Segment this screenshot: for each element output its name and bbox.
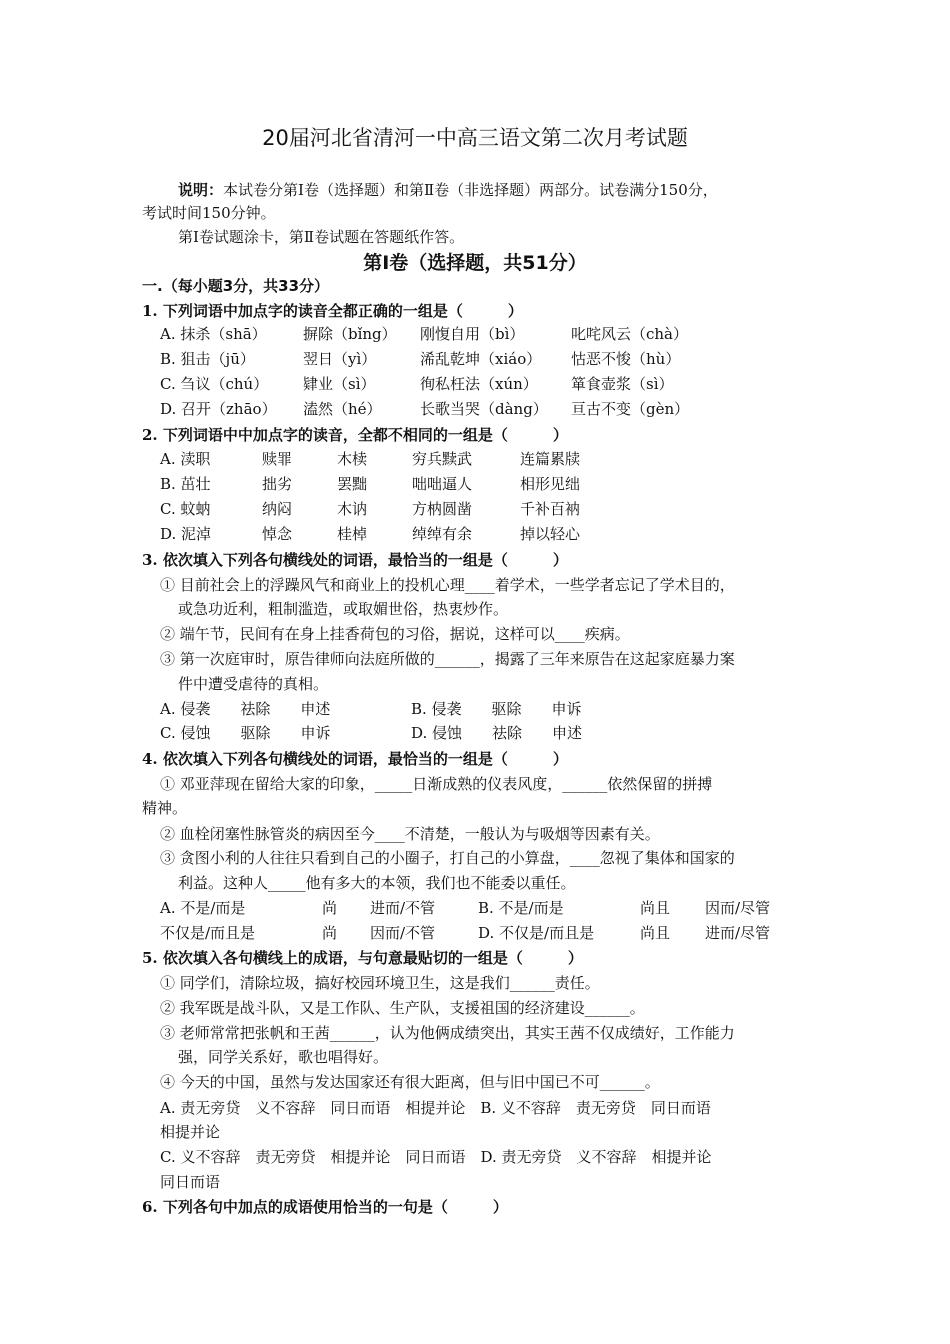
q4-opt-a-2: 尚 — [322, 899, 338, 917]
q4-opt-a-1: A. 不是/而是 — [160, 899, 246, 917]
q3-sentence-1a: ① 目前社会上的浮躁风气和商业上的投机心理____着学术，一些学者忘记了学术目的， — [160, 576, 735, 594]
q2-d-1: D. 泥淖 — [160, 525, 212, 543]
q2-b-3: 罢黜 — [337, 475, 368, 493]
q2-c-4: 方枘圆凿 — [412, 500, 473, 518]
q4-opt-c-2: 尚 — [322, 924, 338, 942]
page-title: 20届河北省清河一中高三语文第二次月考试题 — [262, 126, 688, 150]
q5-options-ab-cont: 相提并论 — [160, 1123, 221, 1141]
q1-stem: 1. 下列词语中加点字的读音全都正确的一组是（ ） — [142, 302, 523, 320]
q1-row-b-4: 怙恶不悛（hù） — [571, 350, 681, 368]
intro-line-3: 第Ⅰ卷试题涂卡，第Ⅱ卷试题在答题纸作答。 — [178, 228, 465, 246]
intro-text-1: 本试卷分第Ⅰ卷（选择题）和第Ⅱ卷（非选择题）两部分。试卷满分150分， — [223, 181, 718, 199]
q4-sentence-1b: 精神。 — [142, 799, 188, 817]
q1-row-b-3: 浠乱乾坤（xiáo） — [420, 350, 542, 368]
q4-opt-d-1: D. 不仅是/而且是 — [478, 924, 595, 942]
q5-options-cd-cont: 同日而语 — [160, 1173, 221, 1191]
q2-c-3: 木讷 — [337, 500, 368, 518]
q4-opt-d-2: 尚且 — [640, 924, 671, 942]
q4-opt-b-2: 尚且 — [640, 899, 671, 917]
q1-row-d-1: D. 召开（zhāo） — [160, 400, 277, 418]
q2-b-5: 相形见绌 — [520, 475, 581, 493]
q6-stem: 6. 下列各句中加点的成语使用恰当的一句是（ ） — [142, 1198, 508, 1216]
q3-option-d: D. 侵蚀 祛除 申述 — [411, 724, 583, 742]
q2-a-3: 木椟 — [337, 450, 368, 468]
q5-options-ab: A. 责无旁贷 义不容辞 同日而语 相提并论 B. 义不容辞 责无旁贷 同日而语 — [160, 1099, 711, 1117]
q1-row-a-4: 叱咤风云（chà） — [571, 325, 689, 343]
q2-d-2: 悼念 — [262, 525, 293, 543]
q1-row-b-2: 翌日（yì） — [303, 350, 377, 368]
q3-sentence-3a: ③ 第一次庭审时，原告律师向法庭所做的______，揭露了三年来原告在这起家庭暴力案 — [160, 650, 735, 668]
q2-a-4: 穷兵黩武 — [412, 450, 473, 468]
q1-row-a-3: 刚愎自用（bì） — [420, 325, 525, 343]
q4-sentence-2: ② 血栓闭塞性脉管炎的病因至今____不清楚，一般认为与吸烟等因素有关。 — [160, 825, 660, 843]
intro-label: 说明： — [178, 181, 224, 199]
q1-row-a-2: 摒除（bǐng） — [303, 325, 397, 343]
q5-sentence-2: ② 我军既是战斗队，又是工作队、生产队，支援祖国的经济建设______。 — [160, 999, 645, 1017]
q1-row-c-4: 箪食壶浆（sì） — [571, 375, 674, 393]
q2-b-2: 拙劣 — [262, 475, 293, 493]
q5-stem: 5. 依次填入各句横线上的成语，与句意最贴切的一组是（ ） — [142, 949, 583, 967]
section-title: 第Ⅰ卷（选择题，共51分） — [363, 252, 587, 274]
q5-sentence-3b: 强，同学关系好，歌也唱得好。 — [178, 1048, 389, 1066]
q2-c-5: 千补百衲 — [520, 500, 581, 518]
q4-stem: 4. 依次填入下列各句横线处的词语，最恰当的一组是（ ） — [142, 750, 568, 768]
q1-row-c-3: 徇私枉法（xún） — [420, 375, 538, 393]
q4-opt-c-1: 不仅是/而且是 — [160, 924, 256, 942]
q2-b-4: 咄咄逼人 — [412, 475, 473, 493]
intro-line-2: 考试时间150分钟。 — [142, 204, 276, 222]
q1-row-b-1: B. 狙击（jū） — [160, 350, 255, 368]
q4-opt-b-3: 因而/尽管 — [705, 899, 771, 917]
q2-a-5: 连篇累牍 — [520, 450, 581, 468]
q2-b-1: B. 茁壮 — [160, 475, 211, 493]
q5-sentence-1: ① 同学们，清除垃圾，搞好校园环境卫生，这是我们______责任。 — [160, 974, 600, 992]
q5-sentence-4: ④ 今天的中国，虽然与发达国家还有很大距离，但与旧中国已不可______。 — [160, 1073, 660, 1091]
q3-stem: 3. 依次填入下列各句横线处的词语，最恰当的一组是（ ） — [142, 551, 568, 569]
q3-sentence-1b: 或急功近利，粗制滥造，或取媚世俗，热衷炒作。 — [178, 600, 509, 618]
q1-row-d-2: 溘然（hé） — [303, 400, 382, 418]
q1-row-a-1: A. 抹杀（shā） — [160, 325, 267, 343]
q4-sentence-1a: ① 邓亚萍现在留给大家的印象，_____日渐成熟的仪表风度，______依然保留的拼搏 — [160, 775, 713, 793]
q3-option-b: B. 侵袭 驱除 申诉 — [411, 700, 582, 718]
q1-row-c-2: 肄业（sì） — [303, 375, 376, 393]
q2-a-1: A. 渎职 — [160, 450, 211, 468]
q5-options-cd: C. 义不容辞 责无旁贷 相提并论 同日而语 D. 责无旁贷 义不容辞 相提并论 — [160, 1148, 712, 1166]
q2-d-3: 桂棹 — [337, 525, 368, 543]
q3-sentence-3b: 件中遭受虐待的真相。 — [178, 675, 329, 693]
part1-header: 一.（每小题3分，共33分） — [142, 277, 330, 295]
q3-sentence-2: ② 端午节，民间有在身上挂香荷包的习俗，据说，这样可以____疾病。 — [160, 625, 630, 643]
q2-stem: 2. 下列词语中中加点字的读音，全都不相同的一组是（ ） — [142, 426, 568, 444]
q1-row-d-4: 亘古不变（gèn） — [571, 400, 690, 418]
q4-opt-a-3: 进而/不管 — [370, 899, 436, 917]
q1-row-d-3: 长歌当哭（dàng） — [420, 400, 548, 418]
q2-c-2: 纳闷 — [262, 500, 293, 518]
intro-line-1 — [178, 179, 718, 201]
q4-opt-c-3: 因而/不管 — [370, 924, 436, 942]
q1-row-c-1: C. 刍议（chú） — [160, 375, 269, 393]
q3-option-a: A. 侵袭 祛除 申述 — [160, 700, 331, 718]
q4-opt-b-1: B. 不是/而是 — [478, 899, 564, 917]
q3-option-c: C. 侵蚀 驱除 申诉 — [160, 724, 331, 742]
q2-a-2: 赎罪 — [262, 450, 293, 468]
q4-sentence-3b: 利益。这种人_____他有多大的本领，我们也不能委以重任。 — [178, 874, 576, 892]
q2-d-4: 绰绰有余 — [412, 525, 473, 543]
q4-opt-d-3: 进而/尽管 — [705, 924, 771, 942]
q4-sentence-3a: ③ 贪图小利的人往往只看到自己的小圈子，打自己的小算盘，____忽视了集体和国家的 — [160, 849, 735, 867]
q2-d-5: 掉以轻心 — [520, 525, 581, 543]
q2-c-1: C. 蚊蚋 — [160, 500, 211, 518]
q5-sentence-3a: ③ 老师常常把张帆和王茜______，认为他俩成绩突出，其实王茜不仅成绩好，工作能力 — [160, 1024, 735, 1042]
